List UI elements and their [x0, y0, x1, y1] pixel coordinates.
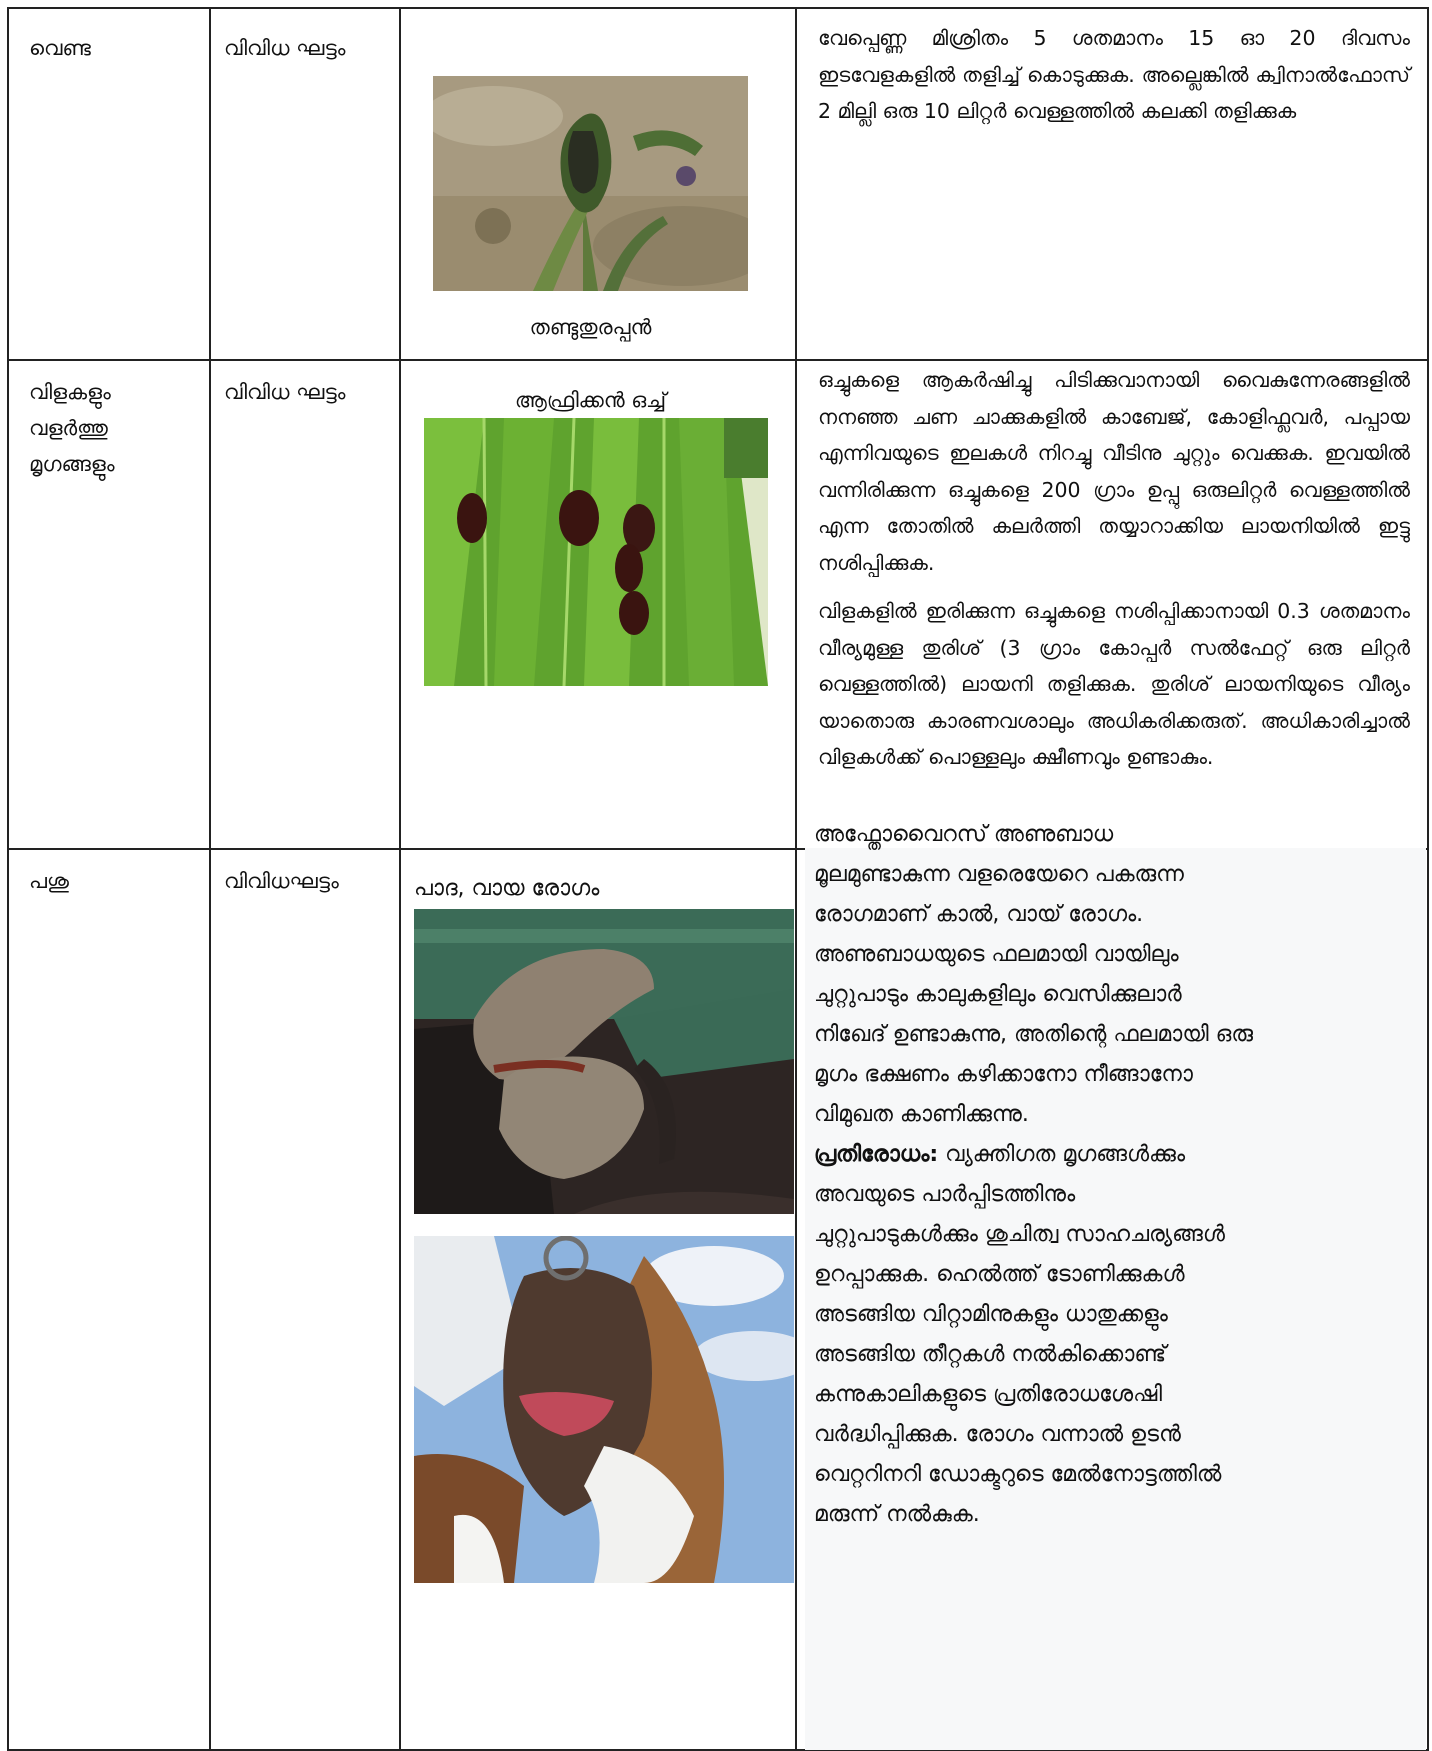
- snail-remedy: [818, 362, 1410, 776]
- stage-crops-and-animals: വിവിധ ഘട്ടം: [224, 380, 346, 404]
- prevention-line: [814, 1135, 1414, 1175]
- subject-crops-and-animals: [29, 374, 115, 482]
- stem-borer-photo: [433, 76, 748, 291]
- african-snail-caption: ആഫ്രിക്കൻ ഒച്ച്: [514, 388, 667, 412]
- fmd-line: കന്നുകാലികളുടെ പ്രതിരോധശേഷി: [814, 1382, 1163, 1407]
- fmd-line: അടങ്ങിയ വിറ്റാമിനുകളും ധാതുക്കളും: [814, 1302, 1168, 1327]
- fmd-line: രോഗമാണ് കാൽ, വായ് രോഗം.: [814, 902, 1144, 927]
- fmd-line: അണുബാധയുടെ ഫലമായി വായിലും: [814, 942, 1179, 967]
- okra-remedy-paragraph-1: വേപ്പെണ്ണ മിശ്രിതം 5 ശതമാനം 15 ഓ 20 ദിവസം ഇടവേളകളിൽ തളിച്ച് കൊടുക്കുക. അല്ലെങ്കിൽ ക്വിനാൽഫോസ് 2 മില്ലി ഒരു 10 ലിറ്റർ വെള്ളത്തിൽ കലക്കി തളിക്കുക: [818, 26, 1410, 123]
- mouth-lesion-photo: [414, 1236, 794, 1583]
- fmd-line: വർദ്ധിപ്പിക്കുക. രോഗം വന്നാൽ ഉടൻ: [814, 1422, 1181, 1447]
- fmd-line: നിഖേദ് ഉണ്ടാകുന്നു, അതിന്റെ ഫലമായി ഒരു: [814, 1022, 1254, 1047]
- fmd-line: അഫ്തോവൈറസ് അണുബാധ: [814, 822, 1114, 847]
- fmd-line: മൃഗം ഭക്ഷണം കഴിക്കാനോ നീങ്ങാനോ: [814, 1062, 1193, 1087]
- fmd-line: അവയുടെ പാർപ്പിടത്തിനും: [814, 1182, 1076, 1207]
- snail-remedy-paragraph-1: ഒച്ചുകളെ ആകർഷിച്ചു പിടിക്കുവാനായി വൈകുന്നേരങ്ങളിൽ നനഞ്ഞ ചണ ചാക്കുകളിൽ കാബേജ്, കോളിഫ്ലവർ, പപ്പായ എന്നിവയുടെ ഇലകൾ നിറച്ചു വീടിനു ചുറ്റും വെക്കുക. ഇവയിൽ വന്നിരിക്കുന്ന ഒച്ചുകളെ 200 ഗ്രാം ഉപ്പു ഒരുലിറ്റർ വെള്ളത്തിൽ എന്ന തോതിൽ കലർത്തി തയ്യാറാക്കിയ ലായനിയിൽ ഇട്ടു നശിപ്പിക്കുക.: [818, 368, 1410, 575]
- fmd-line: ഉറപ്പാക്കുക. ഹെൽത്ത് ടോണിക്കുകൾ: [814, 1262, 1185, 1287]
- snail-remedy-paragraph-2: വിളകളിൽ ഇരിക്കുന്ന ഒച്ചുകളെ നശിപ്പിക്കാനായി 0.3 ശതമാനം വീര്യമുള്ള തുരിശ് (3 ഗ്രാം കോപ്പർ സൽഫേറ്റ് ഒരു ലിറ്റർ വെള്ളത്തിൽ) ലായനി തളിക്കുക. തുരിശ് ലായനിയുടെ വീര്യം യാതൊരു കാരണവശാലും അധികരിക്കരുത്. അധികാരിച്ചാൽ വിളകൾക്ക് പൊള്ളലും ക്ഷീണവും ഉണ്ടാകും.: [818, 599, 1410, 769]
- fmd-line: വിമുഖത കാണിക്കുന്നു.: [814, 1102, 1029, 1127]
- stem-borer-caption: തണ്ടുതുരപ്പൻ: [529, 315, 652, 339]
- fmd-remedy: [814, 815, 1414, 1535]
- column-divider-2: [399, 9, 401, 1749]
- okra-remedy: [818, 20, 1410, 130]
- fmd-line: ചുറ്റുപാടും കാലുകളിലും വെസിക്കുലാർ: [814, 982, 1182, 1007]
- fmd-line: മരുന്ന് നൽകുക.: [814, 1502, 980, 1527]
- fmd-line: മൂലമുണ്ടാകുന്ന വളരെയേറെ പകരുന്ന: [814, 862, 1184, 887]
- stage-cow: വിവിധഘട്ടം: [224, 869, 339, 893]
- column-divider-3: [795, 9, 797, 1749]
- fmd-line: അടങ്ങിയ തീറ്റകൾ നൽകിക്കൊണ്ട്: [814, 1342, 1167, 1367]
- prevention-text: വ്യക്തിഗത മൃഗങ്ങൾക്കും: [938, 1142, 1186, 1167]
- foot-mouth-disease-caption: പാദ, വായ രോഗം: [414, 876, 600, 901]
- fmd-line: വെറ്ററിനറി ഡോക്ടറുടെ മേൽനോട്ടത്തിൽ: [814, 1462, 1222, 1487]
- hoof-lesion-photo: [414, 909, 794, 1214]
- prevention-label: പ്രതിരോധം:: [814, 1142, 939, 1167]
- african-snail-photo: [424, 418, 768, 686]
- subject-line-2: വളർത്തു: [29, 416, 108, 440]
- fmd-line: ചുറ്റുപാടുകൾക്കും ശുചിത്വ സാഹചര്യങ്ങൾ: [814, 1222, 1225, 1247]
- subject-line-1: വിളകളും: [29, 380, 111, 404]
- stage-okra: വിവിധ ഘട്ടം: [224, 36, 346, 60]
- subject-cow: പശു: [29, 869, 69, 893]
- subject-okra: വെണ്ട: [29, 36, 91, 60]
- subject-line-3: മൃഗങ്ങളും: [29, 452, 115, 476]
- row-divider-1: [9, 359, 1427, 361]
- column-divider-1: [209, 9, 211, 1749]
